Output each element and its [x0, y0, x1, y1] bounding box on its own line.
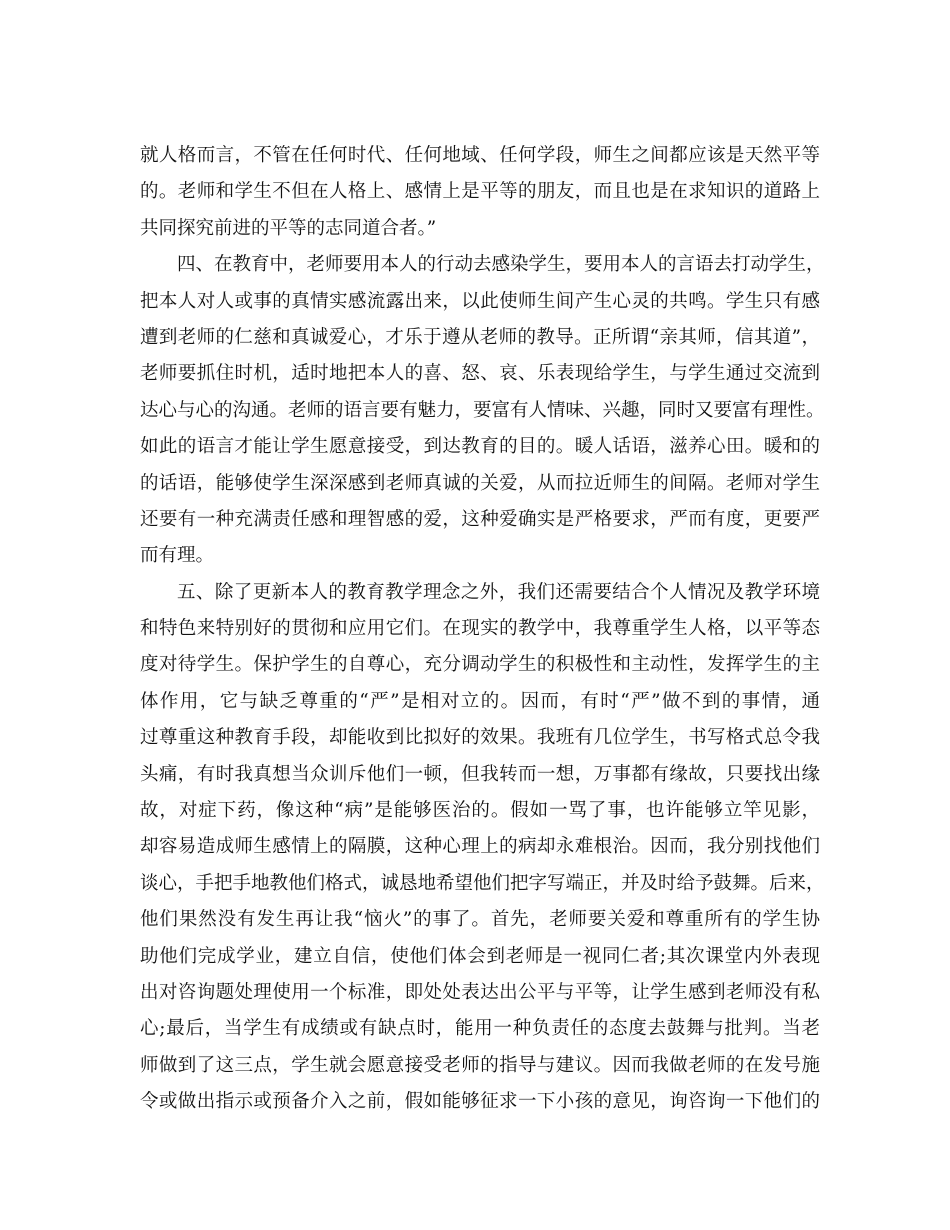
text-line: 他们果然没有发生再让我“恼火”的事了。首先，老师要关爱和尊重所有的学生协: [140, 909, 820, 931]
text-line: 头痛，有时我真想当众训斥他们一顿，但我转而一想，万事都有缘故，只要找出缘: [140, 763, 820, 785]
body-text: [140, 138, 825, 1121]
text-line: 度对待学生。保护学生的自尊心，充分调动学生的积极性和主动性，发挥学生的主: [140, 654, 820, 676]
text-line: 而有理。: [140, 545, 215, 567]
text-line: 谈心，手把手地教他们格式，诚恳地希望他们把字写端正，并及时给予鼓舞。后来，: [140, 872, 825, 894]
text-line: 故，对症下药，像这种“病”是能够医治的。假如一骂了事，也许能够立竿见影，: [140, 800, 820, 822]
text-line: 共同探究前进的平等的志同道合者。”: [140, 217, 437, 239]
text-line: 遭到老师的仁慈和真诚爱心，才乐于遵从老师的教导。正所谓“亲其师，信其道”，: [140, 326, 820, 348]
text-line: 的话语，能够使学生深深感到老师真诚的关爱，从而拉近师生的间隔。老师对学生: [140, 472, 820, 494]
text-line: 如此的语言才能让学生愿意接受，到达教育的目的。暖人话语，滋养心田。暖和的: [140, 436, 820, 458]
text-line: 四、在教育中，老师要用本人的行动去感染学生，要用本人的言语去打动学生，: [177, 254, 825, 276]
text-line: 体作用，它与缺乏尊重的“严”是相对立的。因而，有时“严”做不到的事情，通: [140, 690, 820, 712]
text-line: 老师要抓住时机，适时地把本人的喜、怒、哀、乐表现给学生，与学生通过交流到: [140, 363, 820, 385]
text-line: 五、除了更新本人的教育教学理念之外，我们还需要结合个人情况及教学环境: [177, 581, 820, 603]
text-line: 出对咨询题处理使用一个标准，即处处表达出公平与平等，让学生感到老师没有私: [140, 981, 820, 1003]
text-line: 助他们完成学业，建立自信，使他们体会到老师是一视同仁者;其次课堂内外表现: [140, 945, 820, 967]
text-line: 师做到了这三点，学生就会愿意接受老师的指导与建议。因而我做老师的在发号施: [140, 1054, 820, 1076]
text-line: 过尊重这种教育手段，却能收到比拟好的效果。我班有几位学生，书写格式总令我: [140, 727, 820, 749]
text-line: 还要有一种充满责任感和理智感的爱，这种爱确实是严格要求，严而有度，更要严: [140, 508, 820, 530]
text-line: 却容易造成师生感情上的隔膜，这种心理上的病却永难根治。因而，我分别找他们: [140, 836, 820, 858]
text-line: 令或做出指示或预备介入之前，假如能够征求一下小孩的意见，询咨询一下他们的: [140, 1091, 820, 1113]
text-line: 就人格而言，不管在任何时代、任何地域、任何学段，师生之间都应该是天然平等: [140, 145, 820, 166]
text-line: 的。老师和学生不但在人格上、感情上是平等的朋友，而且也是在求知识的道路上: [140, 181, 820, 203]
text-line: 心;最后，当学生有成绩或有缺点时，能用一种负责任的态度去鼓舞与批判。当老: [140, 1018, 820, 1040]
text-line: 达心与心的沟通。老师的语言要有魅力，要富有人情味、兴趣，同时又要富有理性。: [140, 399, 825, 421]
text-line: 把本人对人或事的真情实感流露出来，以此使师生间产生心灵的共鸣。学生只有感: [140, 290, 820, 312]
text-line: 和特色来特别好的贯彻和应用它们。在现实的教学中，我尊重学生人格，以平等态: [140, 618, 820, 640]
